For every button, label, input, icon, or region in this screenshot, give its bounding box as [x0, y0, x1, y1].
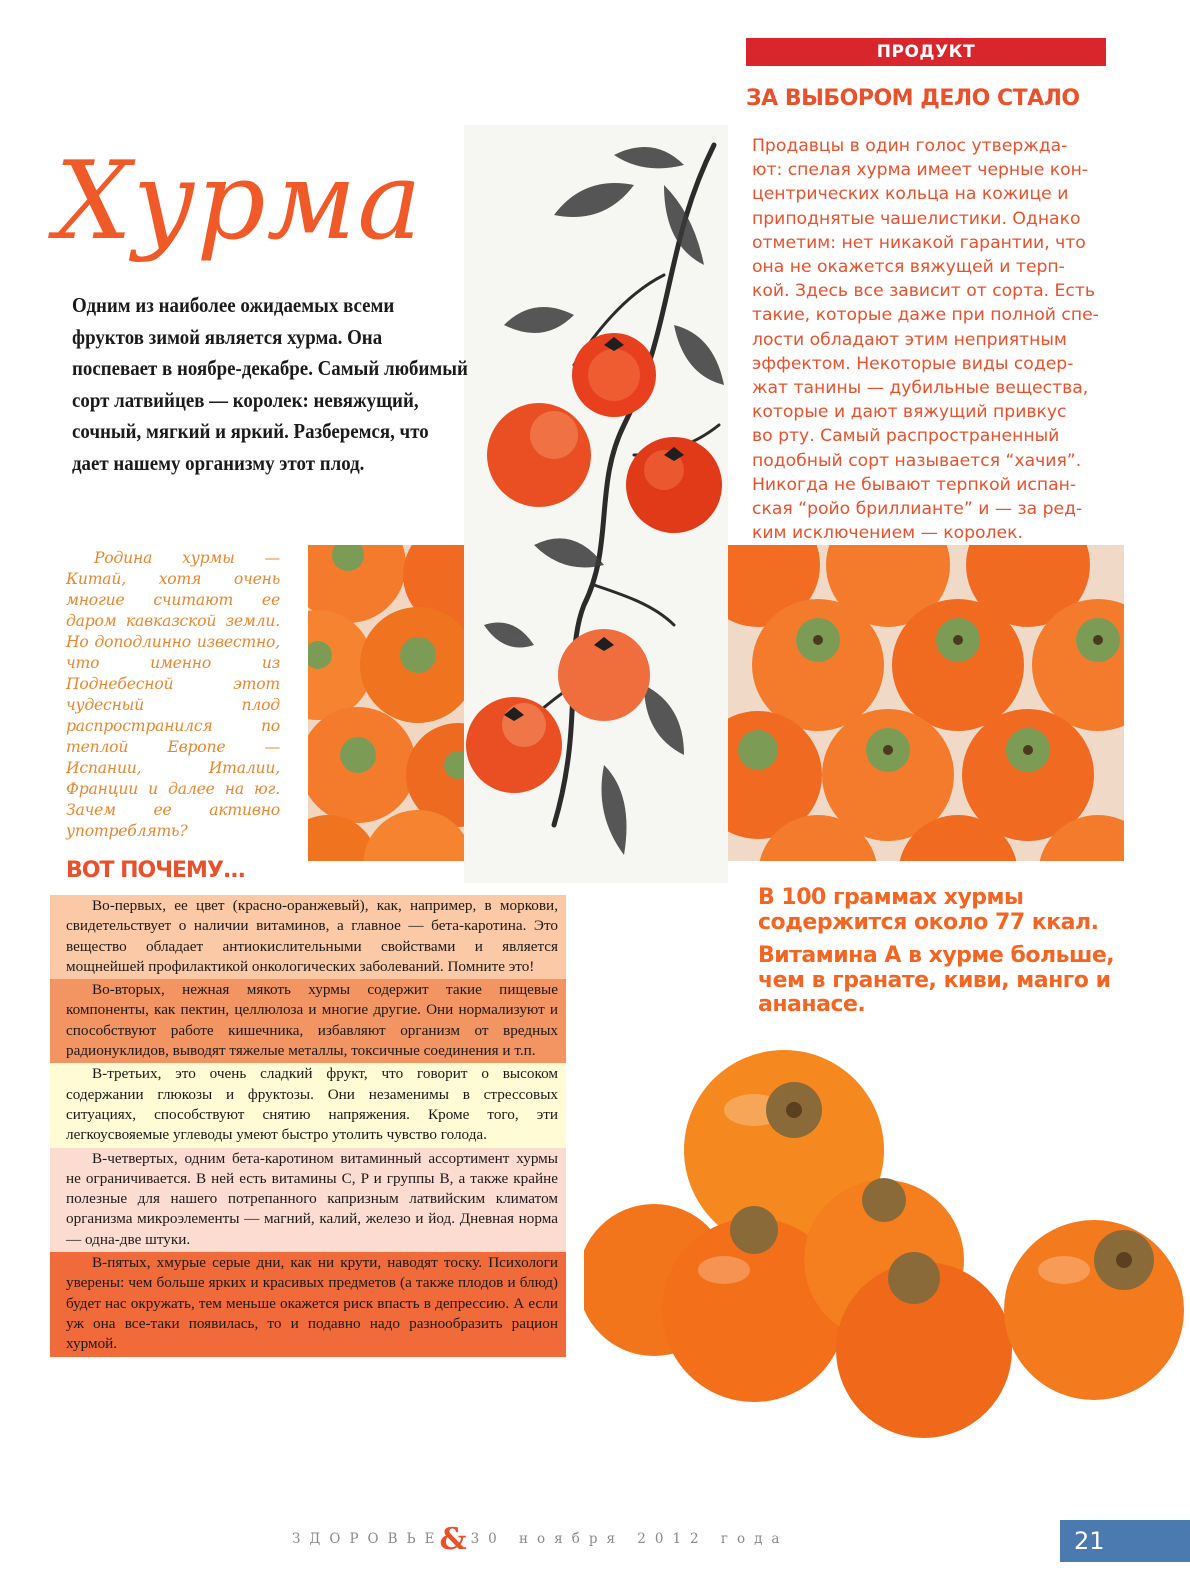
sidebar-line: лости обладают этим неприятным	[752, 329, 1067, 350]
issue-date: 30 ноября 2012 года	[470, 1531, 789, 1547]
sidebar-line: во рту. Самый распространенный	[752, 426, 1060, 447]
reason-item: В-пятых, хмурые серые дни, как ни крути, наводят тоску. Психологи уверены: чем больше ярких и красивых предметов (а также плодов и блюд) будет нас окружать, тем меньше окажется риск впасть в депрессию. А если уж она все-таки появилась, то и подавно надо разнообразить рацион хурмой.	[50, 1252, 566, 1356]
sidebar-line: она не окажется вяжущей и терп-	[752, 257, 1065, 278]
vitamin-fact: Витамина А в хурме больше, чем в гранате, киви, манго и ананасе.	[758, 943, 1115, 1017]
persimmon-heap-image	[584, 1050, 1190, 1460]
sidebar-line: жат танины — дубильные вещества,	[752, 378, 1089, 399]
magazine-name: ЗДОРОВЬЕ	[292, 1531, 444, 1547]
sidebar-line: отметим: нет никакой гарантии, что	[752, 232, 1086, 253]
aside-paragraph: Родина хурмы — Китай, хотя очень многие считают ее даром кавказской земли. Но доподлинно известно, что именно из Поднебесной этот чудесный плод распространился по теплой Европе — Испании, Италии, Франции и далее на юг. Зачем ее активно употреблять?	[66, 549, 280, 840]
sidebar-line: ская “ройо бриллианте” и — за ред-	[752, 499, 1083, 520]
persimmon-grid-image-left	[308, 545, 464, 861]
sidebar-line: Продавцы в один голос утвержда-	[752, 136, 1068, 156]
sidebar-line: центрических кольца на кожице и	[752, 184, 1069, 205]
sidebar-line: подобный сорт называется “хачия”.	[752, 450, 1082, 471]
ink-painting-image	[464, 125, 728, 883]
magazine-ampersand: &	[439, 1522, 467, 1557]
reasons-list	[50, 895, 566, 1357]
reason-item: В-четвертых, одним бета-каротином витаминный ассортимент хурмы не ограничивается. В ней есть витамины C, P и группы B, а также крайне полезные для нашего потрепанного капризным латвийским климатом организма микроэлементы — магний, калий, железо и йод. Дневная норма — одна-две штуки.	[50, 1148, 566, 1252]
sidebar-line: такие, которые даже при полной спе-	[752, 305, 1099, 326]
sidebar-line: ким исключением — королек.	[752, 523, 1023, 544]
persimmon-grid-image-right	[728, 545, 1124, 861]
reason-item: Во-первых, ее цвет (красно-оранжевый), как, например, в моркови, свидетельствует о наличии витаминов, а главное — бета-каротина. Это вещество обладает антиокислительными свойствами и является мощнейшей профилактикой онкологических заболеваний. Помните это!	[50, 895, 566, 979]
sidebar-line: которые и дают вяжущий привкус	[752, 402, 1067, 423]
footer	[292, 1522, 912, 1557]
sidebar-heading: ЗА ВЫБОРОМ ДЕЛО СТАЛО	[746, 86, 1080, 111]
reason-item: В-третьих, это очень сладкий фрукт, что говорит о высоком содержании глюкозы и фруктозы. Они незаменимы в стрессовых ситуациях, способствуют снятию напряжения. Кроме того, эти легкоусвояемые углеводы умеют быстро утолить чувство голода.	[50, 1063, 566, 1147]
calorie-fact: В 100 граммах хурмы содержится около 77 ккал.	[758, 885, 1099, 935]
reason-item: Во-вторых, нежная мякоть хурмы содержит такие пищевые компоненты, как пектин, целлюлоза и многие другие. Они нормализуют и способствуют работе кишечника, избавляют организм от вредных радионуклидов, выводят тяжелые металлы, токсичные соединения и т.п.	[50, 979, 566, 1063]
page-number: 21	[1060, 1520, 1190, 1562]
sidebar-line: приподнятые чашелистики. Однако	[752, 208, 1081, 229]
sidebar-line: ют: спелая хурма имеет черные кон-	[752, 160, 1089, 181]
lead-text: Одним из наиболее ожидаемых всеми фруктов зимой является хурма. Она поспевает в ноябре-декабре. Самый любимый сорт латвийцев — королек: невяжущий, сочный, мягкий и яркий. Разберемся, что дает нашему организму этот плод.	[72, 293, 468, 475]
sidebar-line: кой. Здесь все зависит от сорта. Есть	[752, 281, 1095, 302]
reasons-heading: ВОТ ПОЧЕМУ...	[66, 858, 245, 883]
lead-paragraph	[72, 290, 467, 479]
sidebar-line: эффектом. Некоторые виды содер-	[752, 353, 1074, 374]
article-title: Хурма	[55, 139, 423, 264]
sidebar-text	[752, 134, 1112, 545]
section-label: ПРОДУКТ	[746, 38, 1106, 66]
sidebar-line: Никогда не бывают терпкой испан-	[752, 474, 1077, 495]
